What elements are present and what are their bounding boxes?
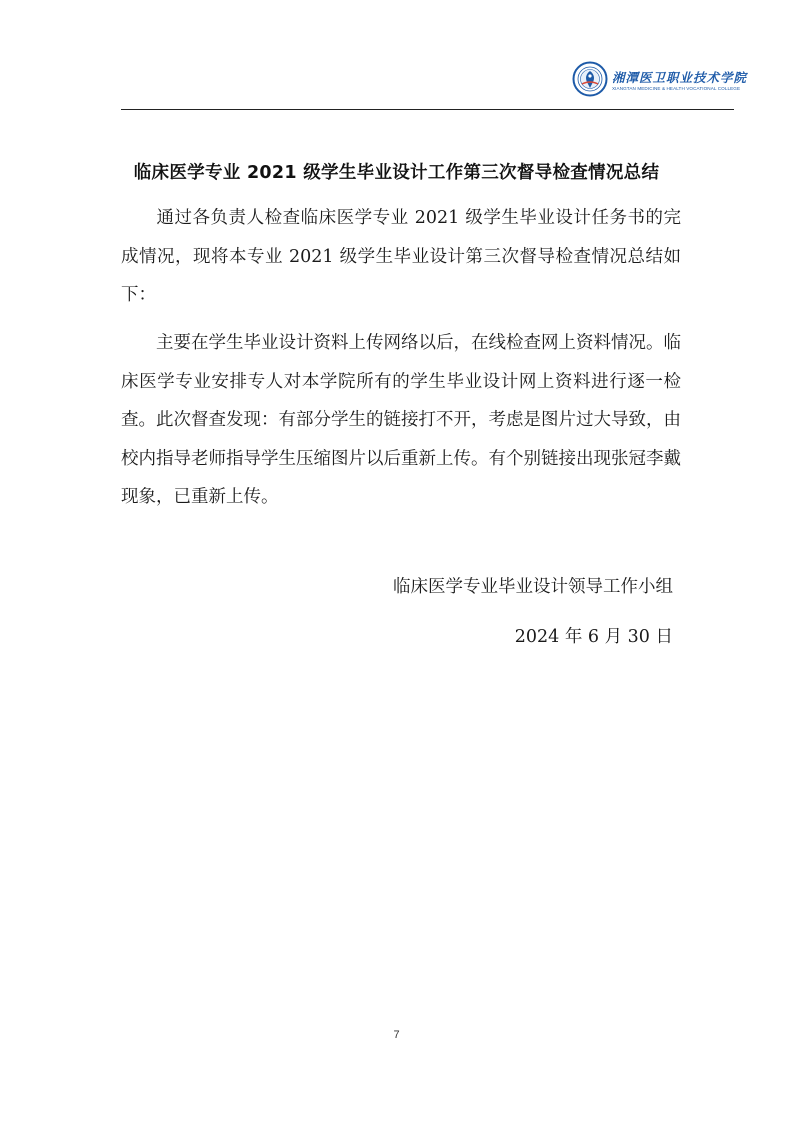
logo-chinese-name: 湘潭医卫职业技术学院 [612, 70, 748, 85]
college-emblem-icon [572, 60, 608, 98]
header-divider [121, 109, 734, 110]
paragraph-findings [121, 324, 681, 517]
logo-english-name: XIANGTAN MEDICINE & HEALTH VOCATIONAL COLLEGE [612, 86, 741, 91]
signature-date: 2024 年 6 月 30 日 [514, 627, 673, 647]
college-logo [572, 60, 748, 106]
page-number: 7 [393, 1029, 400, 1041]
paragraph-findings-text: 主要在学生毕业设计资料上传网络以后，在线检查网上资料情况。临床医学专业安排专人对本学院所有的学生毕业设计网上资料进行逐一检查。此次督查发现：有部分学生的链接打不开，考虑是图片过大导致，由校内指导老师指导学生压缩图片以后重新上传。有个别链接出现张冠李戴现象，已重新上传。 [121, 333, 681, 507]
page-header [0, 0, 793, 112]
signature-group: 临床医学专业毕业设计领导工作小组 [393, 577, 673, 597]
paragraph-intro [121, 199, 681, 315]
document-title: 临床医学专业 2021 级学生毕业设计工作第三次督导检查情况总结 [133, 163, 660, 183]
paragraph-intro-text: 通过各负责人检查临床医学专业 2021 级学生毕业设计任务书的完成情况，现将本专业 2021 级学生毕业设计第三次督导检查情况总结如下： [121, 208, 681, 305]
